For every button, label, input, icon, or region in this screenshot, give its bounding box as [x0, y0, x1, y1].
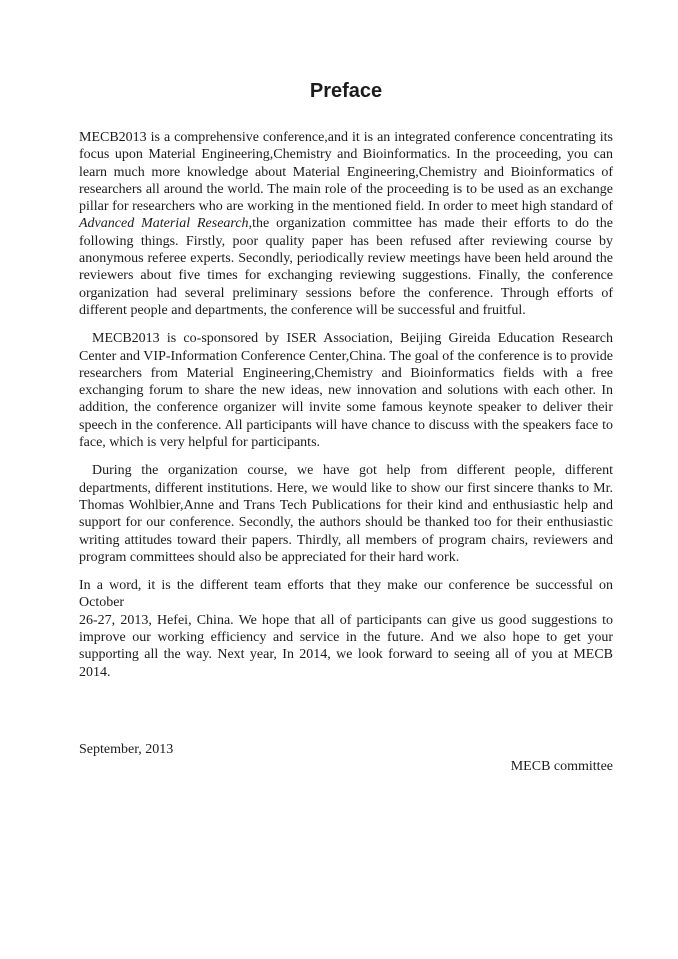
signature-line: MECB committee [510, 759, 613, 775]
date-line: September, 2013 [79, 742, 174, 757]
paragraph-2: MECB2013 is co-sponsored by ISER Association, Beijing Gireida Education Research Center and VIP-Information Conference Center,China. The goal of the conference is to provide researchers from Material Engineering,Chemistry and Bioinformatics fields with a free exchanging forum to share the new ideas, new innovation and solutions with each other. In addition, the conference organizer will invite some famous keynote speaker to deliver their speech in the conference. All participants will have chance to discuss with the speakers face to face, which is very helpful for participants. [79, 331, 613, 451]
paragraph-1-text-continued: ,the organization committee has made their efforts to do the following things. Firstly, poor quality paper has been refused after reviewing course by anonymous referee experts. Secondly, periodically review meetings have been held around the reviewers about five times for exchanging reviewing suggestions. Finally, the conference organization had several preliminary sessions before the conference. Through efforts of different people and departments, the conference will be successful and fruitful. [79, 216, 613, 318]
paragraph-4-first-segment: In a word, it is the different team efforts that they make our conference be successful on October [79, 578, 613, 611]
paragraph-1-text: MECB2013 is a comprehensive conference,and it is an integrated conference concentrating its focus upon Material Engineering,Chemistry and Bioinformatics. In the proceeding, you can learn much more knowledge about Material Engineering,Chemistry and Bioinformatics of researchers all around the world. The main role of the proceeding is to be used as an exchange pillar for researchers who are working in the mentioned field. In order to meet high standard of [79, 130, 613, 215]
paragraph-1 [79, 129, 613, 319]
closing-block [79, 741, 613, 776]
preface-body [79, 129, 613, 692]
paragraph-4 [79, 577, 613, 681]
paragraph-4-rest: 26-27, 2013, Hefei, China. We hope that all of participants can give us good suggestions to improve our working efficiency and service in the future. And we also hope to get your supporting all the way. Next year, In 2014, we look forward to seeing all of you at MECB 2014. [79, 612, 613, 680]
journal-name-italic: Advanced Material Research [79, 216, 249, 232]
paragraph-3: During the organization course, we have got help from different people, different departments, different institutions. Here, we would like to show our first sincere thanks to Mr. Thomas Wohlbier,Anne and Trans Tech Publications for their kind and enthusiastic help and support for our conference. Secondly, the authors should be thanked too for their enthusiastic writing attitudes toward their papers. Thirdly, all members of program chairs, reviewers and program committees should also be appreciated for their hard work. [79, 463, 613, 565]
page-title: Preface [309, 80, 383, 102]
